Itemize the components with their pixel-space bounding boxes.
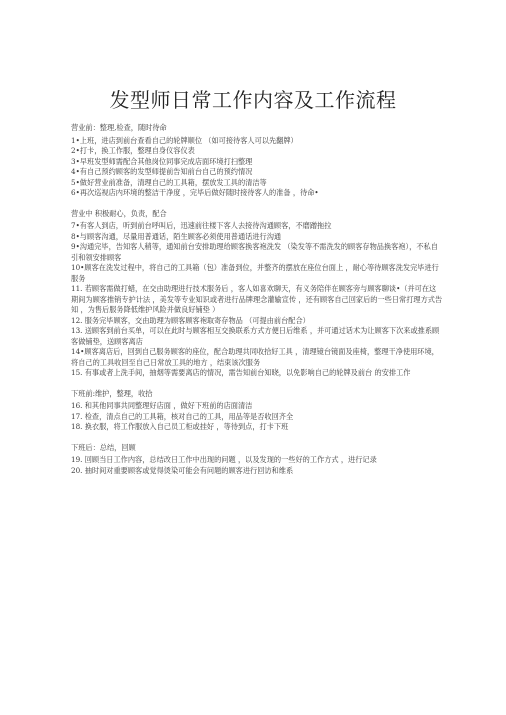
list-item: 17. 检查，清点自己的工具箱，核对自己的工具，用品等是否收回齐全 xyxy=(71,411,294,421)
section-heading: 营业前：整理,检查，随时待命 xyxy=(71,123,167,132)
section-heading: 下班后：总结，回顾 xyxy=(71,442,136,452)
list-item: 4•有自己预约顾客的发型师提前告知前台自己的预约情况 xyxy=(71,167,253,176)
list-item: 20. 抽时间对重要顾客或觉得烫染可能会有问题的顾客进行回访和维系 xyxy=(71,465,294,475)
section-heading: 营业中 积极耐心，负责，配合 xyxy=(71,208,167,218)
list-item: 15. 有事或者上洗手间，抽烟等需要离店的情况，需告知前台知晓，以免影响自己的轮牌及前台 的安排工作 xyxy=(71,368,411,377)
list-item: 6•再次巡视店内环境的整洁干净度 ，完毕后做好随时接待客人的准备 ，待命• xyxy=(71,188,319,197)
section-3 xyxy=(71,389,443,433)
list-item: 10•顾客在洗发过程中，将自己的工具箱（包）准备到位，并整齐的摆放在座位台面上 ，耐心等待顾客洗发完毕进行服务 xyxy=(71,263,439,283)
list-item: 11. 若顾客需做打蜡，在交由助理进行技术服务后 ，客人如喜欢聊天，有义务陪伴在顾客旁与顾客聊谈•（并可在这期间为顾客推销专护计法 ，美发等专业知识或者进行品牌理念灌输宣传 ，还有顾客自己回家后的一些日常打理方式告知 ，为售后服务降低维护风险并做良好铺垫 ） xyxy=(71,284,443,314)
list-item: 5•做好营业前准备，清理自己的工具箱，摆放发工具的清洁等 xyxy=(71,177,267,187)
list-item: 14•顾客离店后，回到自己服务顾客的座位，配合助理共同收拾好工具 ，清理镜台镜面及座椅，整理干净使用环境，将自己的工具收回至自己日常放工具的地方 ，结束该次服务 xyxy=(71,347,439,367)
list-item: 1•上班，进店到前台查看自己的轮牌顺位 （如可接待客人可以先翻牌） xyxy=(71,135,298,145)
document-body xyxy=(71,123,443,486)
section-heading: 下班前:维护，整理，收拾 xyxy=(71,388,153,398)
section-4 xyxy=(71,443,443,477)
list-item: 7•有客人到店，听到前台呼叫后，迅速前往楼下客人去接待沟通顾客，不磨蹭拖拉 xyxy=(71,221,332,230)
list-item: 13. 送顾客到前台买单，可以在此时与顾客相互交换联系方式方便日后维系 ，并可通过话术为让顾客下次来或推系顾客做铺垫，送顾客离店 xyxy=(71,326,440,346)
list-item: 16. 和其他同事共同整理好店面 ，做好下班前的店面清洁 xyxy=(71,401,253,410)
document-title: 发型师日常工作内容及工作流程 xyxy=(109,88,397,112)
section-1 xyxy=(71,123,443,199)
section-2 xyxy=(71,209,443,379)
list-item: 19. 回顾当日工作内容，总结改日工作中出现的问题 ，以及发现的一些好的工作方式 ，进行记录 xyxy=(71,455,377,464)
list-item: 12. 服务完毕顾客，交由助理为顾客顾客袍取寄存物品 （可提由前台配合） xyxy=(71,315,310,325)
list-item: 18. 换衣服，将工作服放入自己员工柜或挂好 ，等待到点，打卡下班 xyxy=(71,422,289,431)
list-item: 9•沟通完毕，告知客人稍等，通知前台安排助理给顾客换客袍洗发 （染发等不需洗发的顾客存物品换客袍），不私自引和领安排顾客 xyxy=(71,242,438,262)
list-item: 2•打卡，换工作服，整理自身仪容仪表 xyxy=(71,146,195,155)
list-item: 8•与顾客沟通，尽量用普通话，陌生顾客必须使用普通话进行沟通 xyxy=(71,231,282,241)
list-item: 3•早班发型师需配合其他岗位同事完成店面环境打扫整理 xyxy=(71,156,253,166)
